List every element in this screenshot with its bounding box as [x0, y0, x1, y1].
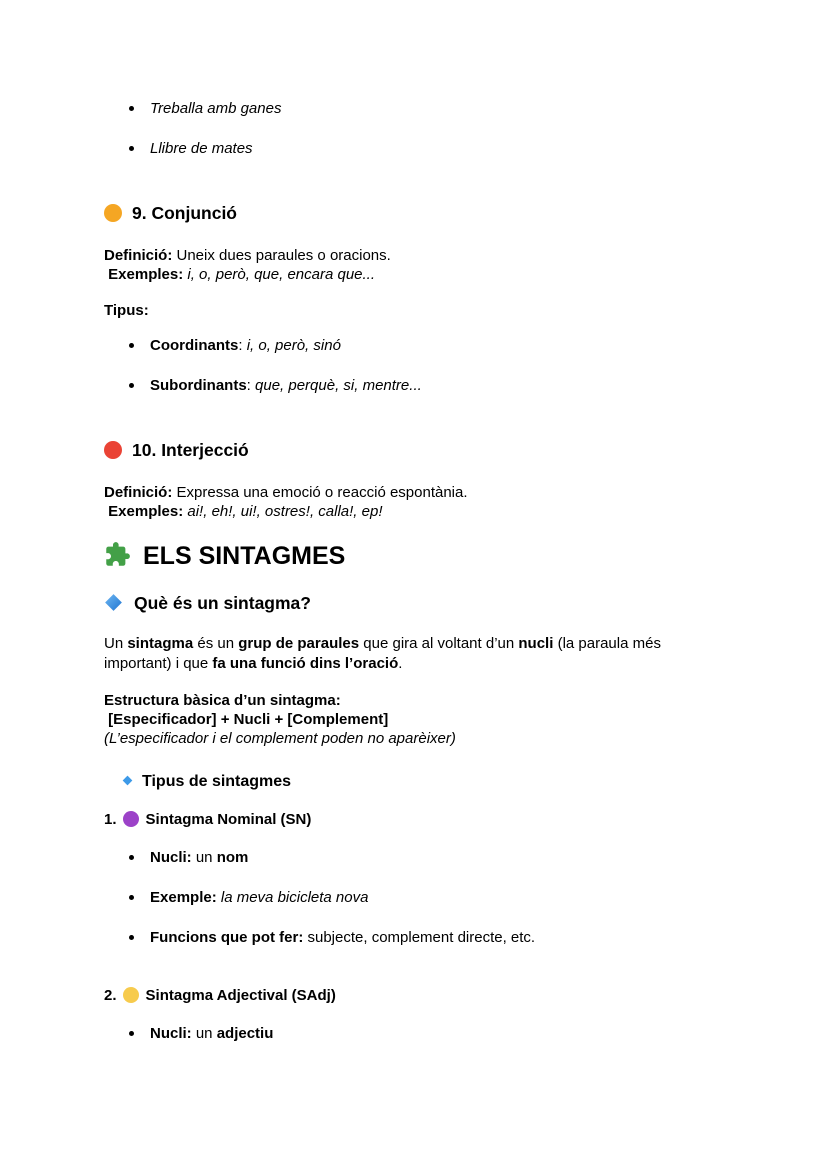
estructura-title: Estructura bàsica d’un sintagma:	[104, 692, 341, 709]
definicio-text: Expressa una emoció o reacció espontània.	[172, 484, 468, 501]
bullet-icon	[129, 146, 134, 151]
section-title: 10. Interjecció	[132, 440, 249, 460]
bullet-label: Funcions que pot fer:	[150, 929, 304, 946]
subheading-tipus-de-sintagmes	[104, 772, 724, 792]
tipus-label: Tipus:	[104, 302, 149, 319]
item-title: Sintagma Adjectival (SAdj)	[145, 987, 336, 1004]
text-run: .	[398, 655, 403, 672]
item-title: Sintagma Nominal (SN)	[145, 811, 312, 828]
exemples-label: Exemples:	[104, 503, 184, 520]
term-separator: :	[238, 337, 247, 354]
subheading-title: Tipus de sintagmes	[142, 773, 292, 790]
bullet-text: subjecte, complement directe, etc.	[303, 929, 536, 946]
text-run: (la paraula més important) i que	[104, 635, 666, 672]
bold-run: fa una funció dins l’oració	[212, 655, 399, 672]
list-item-funcions	[150, 929, 724, 946]
example-text: Treballa amb ganes	[150, 100, 282, 117]
exemples-label: Exemples:	[104, 266, 184, 283]
numbered-item-sintagma-nominal	[104, 811, 724, 829]
bullet-icon	[129, 1031, 134, 1036]
exemples-text: i, o, però, que, encara que...	[183, 266, 376, 283]
list-item-exemple	[150, 889, 724, 906]
list-item	[150, 140, 724, 157]
term-label: Subordinants	[150, 377, 247, 394]
definicio-text: Uneix dues paraules o oracions.	[172, 247, 391, 264]
bullet-text: un	[191, 849, 217, 866]
list-item-subordinants	[150, 377, 724, 394]
exemples-text: ai!, eh!, ui!, ostres!, calla!, ep!	[183, 503, 383, 520]
bullet-icon	[129, 106, 134, 111]
numbered-item-sintagma-adjectival	[104, 987, 724, 1005]
bullet-strong: nom	[216, 849, 249, 866]
term-examples: i, o, però, sinó	[246, 337, 341, 354]
sintagma-nominal-bullet-list	[104, 849, 724, 946]
term-label: Coordinants	[150, 337, 239, 354]
puzzle-icon	[104, 542, 143, 570]
term-separator: :	[246, 377, 256, 394]
list-item-nucli	[150, 1025, 724, 1042]
tipus-label-paragraph	[104, 301, 724, 320]
bullet-example: la meva bicicleta nova	[220, 889, 369, 906]
bullet-label: Exemple:	[150, 889, 217, 906]
text-run: que gira al voltant d’un	[359, 635, 519, 652]
main-heading-title: ELS SINTAGMES	[143, 542, 346, 570]
bullet-label: Nucli:	[150, 849, 192, 866]
bullet-label: Nucli:	[150, 1025, 192, 1042]
yellow-circle-icon	[123, 987, 139, 1003]
section-title: 9. Conjunció	[132, 203, 237, 223]
text-run: és un	[193, 635, 239, 652]
bullet-icon	[129, 935, 134, 940]
term-examples: que, perquè, si, mentre...	[255, 377, 422, 394]
orange-circle-icon	[104, 204, 122, 222]
purple-circle-icon	[123, 811, 139, 827]
bullet-strong: adjectiu	[216, 1025, 274, 1042]
list-item-nucli	[150, 849, 724, 866]
definicio-exemples-paragraph	[104, 246, 724, 284]
text-run: Un	[104, 635, 128, 652]
subheading-title: Què és un sintagma?	[134, 593, 311, 613]
example-text: Llibre de mates	[150, 140, 253, 157]
small-blue-diamond-icon	[122, 773, 142, 790]
sintagma-adjectival-bullet-list	[104, 1025, 724, 1042]
item-number: 2.	[104, 987, 117, 1004]
definicio-exemples-paragraph	[104, 483, 724, 521]
sintagma-definition-paragraph	[104, 634, 724, 674]
red-circle-icon	[104, 441, 122, 459]
subheading-que-es-un-sintagma	[104, 593, 724, 614]
definicio-label: Definició:	[104, 484, 173, 501]
conjuncio-types-list	[104, 337, 724, 394]
list-item	[150, 100, 724, 117]
section-heading-interjeccio	[104, 440, 724, 461]
definicio-label: Definició:	[104, 247, 173, 264]
estructura-formula: [Especificador] + Nucli + [Complement]	[104, 711, 389, 728]
bullet-icon	[129, 895, 134, 900]
bold-run: grup de paraules	[238, 635, 360, 652]
bullet-icon	[129, 383, 134, 388]
intro-example-list	[104, 100, 724, 157]
estructura-paragraph	[104, 691, 724, 748]
bold-run: sintagma	[127, 635, 194, 652]
bold-run: nucli	[518, 635, 554, 652]
bullet-text: un	[191, 1025, 217, 1042]
estructura-note: (L’especificador i el complement poden no aparèixer)	[104, 730, 456, 747]
bullet-icon	[129, 855, 134, 860]
item-number: 1.	[104, 811, 117, 828]
section-heading-conjuncio	[104, 203, 724, 224]
blue-diamond-icon	[104, 593, 134, 613]
bullet-icon	[129, 343, 134, 348]
main-heading-els-sintagmes	[104, 541, 724, 571]
list-item-coordinants	[150, 337, 724, 354]
